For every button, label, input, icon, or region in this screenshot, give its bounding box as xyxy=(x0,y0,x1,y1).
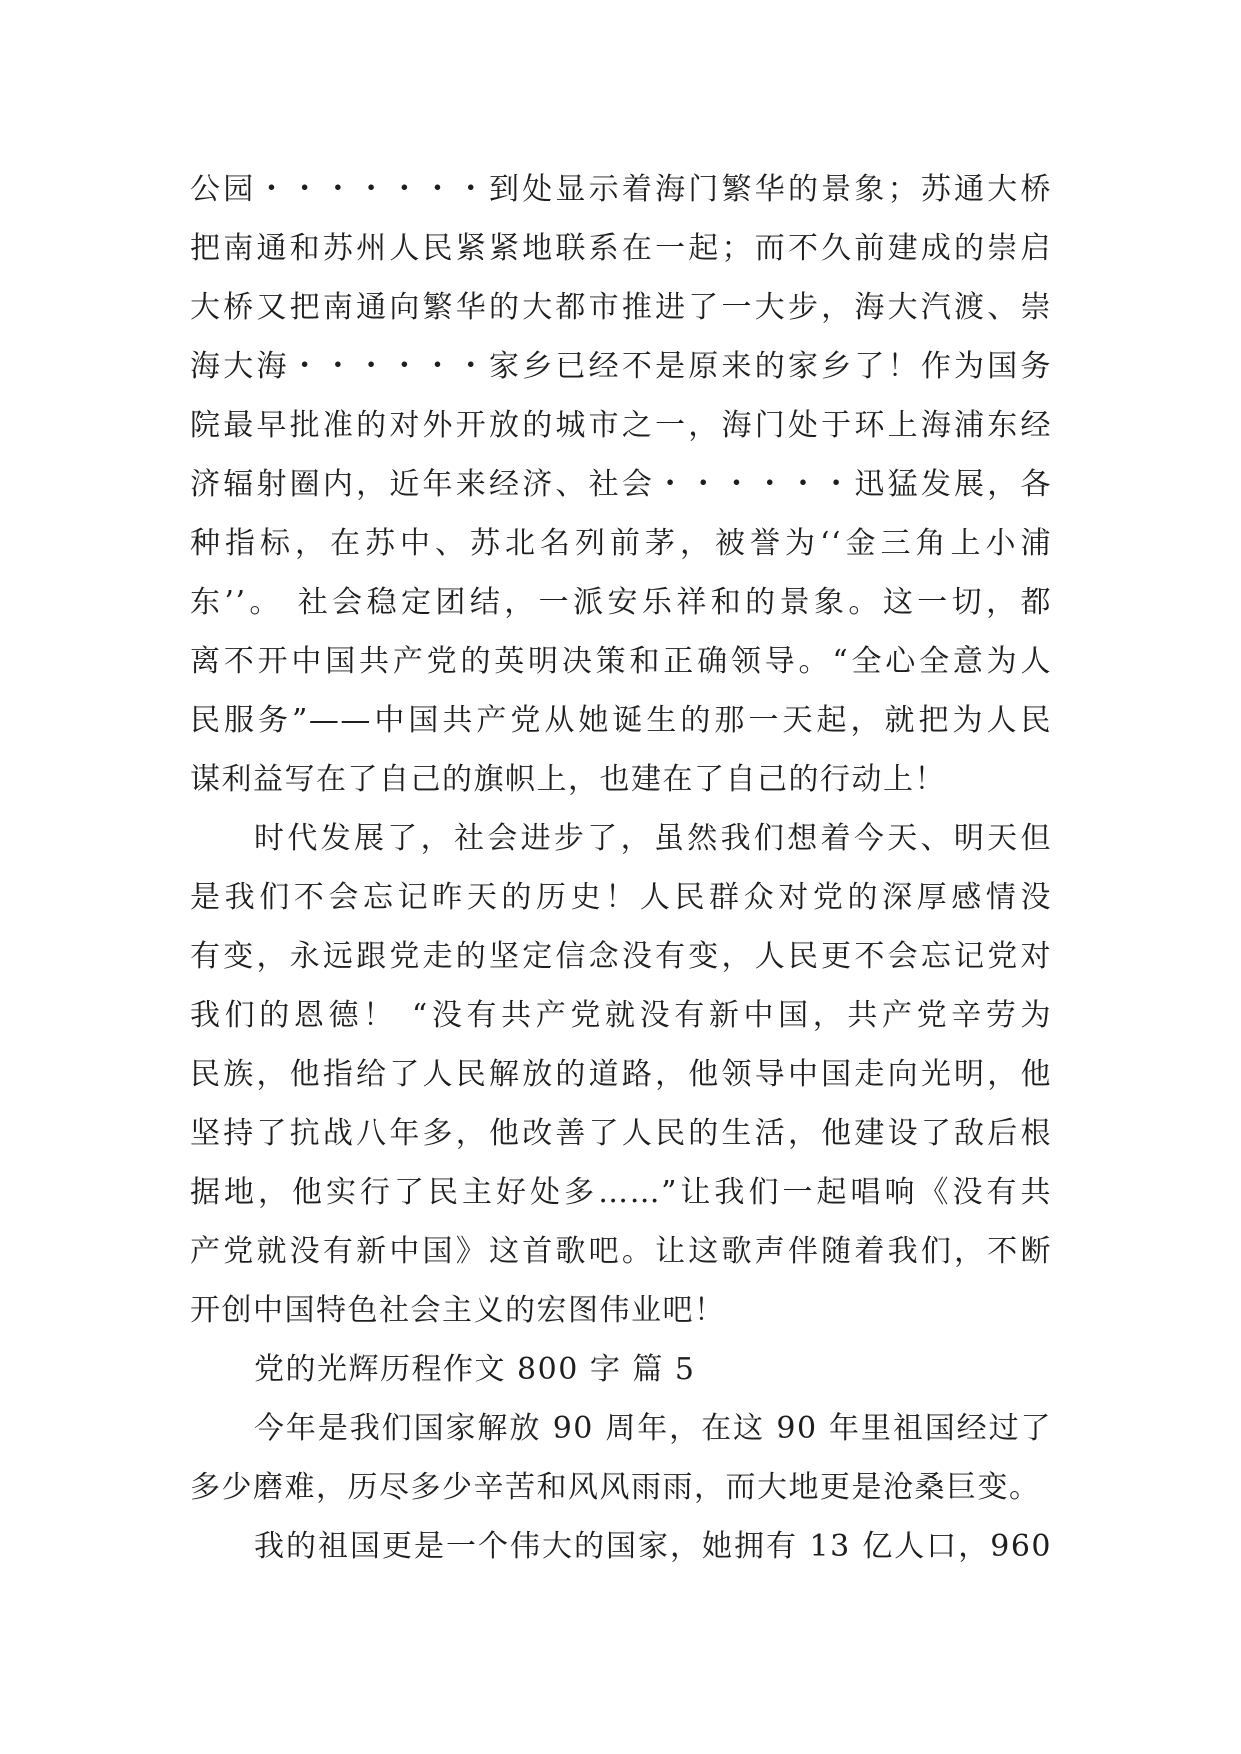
text-line: 我们的恩德！ “没有共产党就没有新中国，共产党辛劳为 xyxy=(190,998,1052,1033)
text-line: 离不开中国共产党的英明决策和正确领导。“全心全意为人 xyxy=(190,644,1052,679)
text-line: 民服务”——中国共产党从她诞生的那一天起，就把为人民 xyxy=(190,703,1052,738)
text-line: 民族，他指给了人民解放的道路，他领导中国走向光明，他 xyxy=(190,1057,1052,1092)
text-line: 院最早批准的对外开放的城市之一，海门处于环上海浦东经 xyxy=(190,408,1052,443)
text-line: 是我们不会忘记昨天的历史！人民群众对党的深厚感情没 xyxy=(190,880,1052,915)
text-line: 据地，他实行了民主好处多……”让我们一起唱响《没有共 xyxy=(190,1175,1052,1210)
text-line: 有变，永远跟党走的坚定信念没有变，人民更不会忘记党对 xyxy=(190,939,1052,974)
text-line: 济辐射圈内，近年来经济、社会・・・・・・迅猛发展，各 xyxy=(190,467,1052,502)
text-line: 公园・・・・・・・到处显示着海门繁华的景象；苏通大桥 xyxy=(190,172,1052,207)
text-line: 我的祖国更是一个伟大的国家，她拥有 13 亿人口，960 xyxy=(254,1529,1052,1564)
text-line: 种指标，在苏中、苏北名列前茅，被誉为‘‘金三角上小浦 xyxy=(190,526,1052,561)
text-line: 多少磨难，历尽多少辛苦和风风雨雨，而大地更是沧桑巨变。 xyxy=(190,1470,1041,1505)
text-line: 产党就没有新中国》这首歌吧。让这歌声伴随着我们，不断 xyxy=(190,1234,1052,1269)
section-heading: 党的光辉历程作文 800 字 篇 5 xyxy=(254,1352,696,1387)
text-line: 今年是我们国家解放 90 周年，在这 90 年里祖国经过了 xyxy=(254,1411,1052,1446)
text-line: 大桥又把南通向繁华的大都市推进了一大步，海大汽渡、崇 xyxy=(190,290,1052,325)
text-line: 开创中国特色社会主义的宏图伟业吧！ xyxy=(190,1293,726,1328)
text-line: 坚持了抗战八年多，他改善了人民的生活，他建设了敌后根 xyxy=(190,1116,1052,1151)
text-line: 东’’。 社会稳定团结，一派安乐祥和的景象。这一切，都 xyxy=(190,585,1052,620)
essay-body xyxy=(190,160,1052,1576)
text-line: 把南通和苏州人民紧紧地联系在一起；而不久前建成的崇启 xyxy=(190,231,1052,266)
text-line: 海大海・・・・・・家乡已经不是原来的家乡了！作为国务 xyxy=(190,349,1052,384)
text-line: 谋利益写在了自己的旗帜上，也建在了自己的行动上！ xyxy=(190,762,946,797)
text-line: 时代发展了，社会进步了，虽然我们想着今天、明天但 xyxy=(254,821,1052,856)
